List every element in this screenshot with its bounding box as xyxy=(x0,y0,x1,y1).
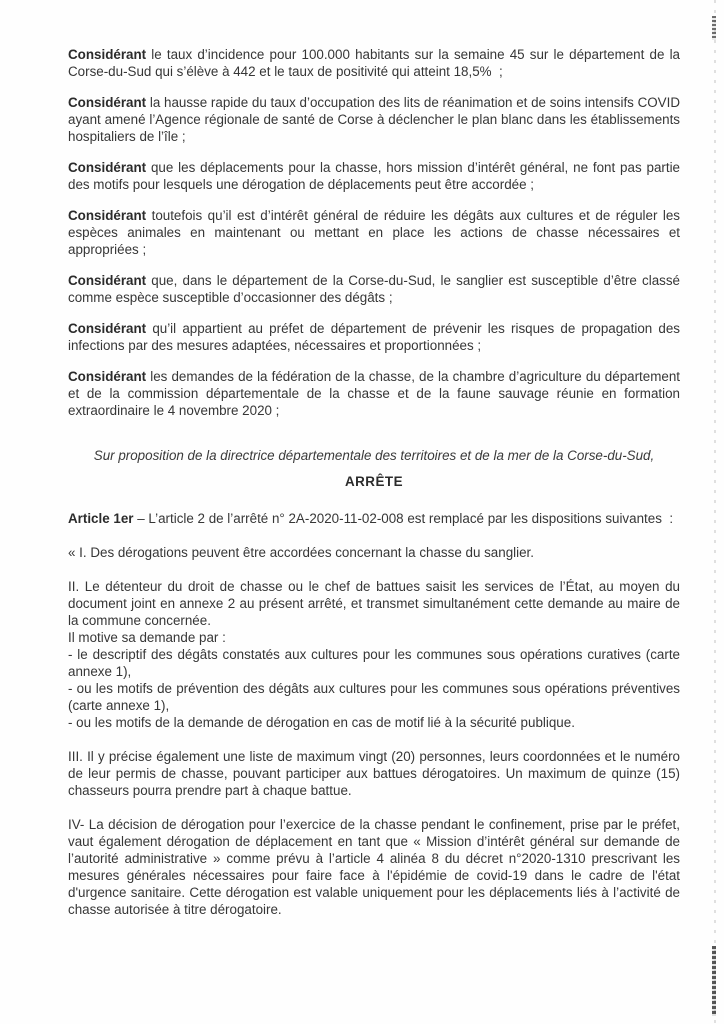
considerant-text: toutefois qu’il est d’intérêt général de réduire les dégâts aux cultures et de réguler les espèces animales en maintenant ou mettant en place les actions de chasse nécessaires et appropriées ; xyxy=(68,208,680,257)
considerant-lead: Considérant xyxy=(68,208,147,223)
considerant-lead: Considérant xyxy=(68,321,147,336)
clause-iii: III. Il y précise également une liste de maximum vingt (20) personnes, leurs coordonnées et le numéro de leur permis de chasse, pouvant participer aux battues dérogatoires. Un maximum de quinze (15) chasseurs pourra prendre part à chaque battue. xyxy=(68,749,680,798)
clause-ii-motive: Il motive sa demande par : xyxy=(68,630,226,645)
article-1-lead: Article 1er xyxy=(68,511,134,526)
considerant-lead: Considérant xyxy=(68,369,147,384)
clause-iv: IV- La décision de dérogation pour l’exercice de la chasse pendant le confinement, prise par le préfet, vaut également dérogation de déplacement en tant que « Mission d’intérêt général sur demande de l’autorité administrative » comme prévu à l’article 4 alinéa 8 du décret n°2020-1310 prescrivant les mesures générales nécessaires pour faire face à l'épidémie de covid-19 dans le cadre de l'état d'urgence sanitaire. Cette dérogation est valable uniquement pour les déplacements liés à l’activité de chasse autorisée à titre dérogatoire. xyxy=(68,817,680,917)
considerant-paragraph-7 xyxy=(68,368,680,419)
clause-ii-item-2: - ou les motifs de prévention des dégâts aux cultures pour les communes sous opérations préventives (carte annexe 1), xyxy=(68,681,680,713)
article-1-paragraph xyxy=(68,510,680,527)
considerant-lead: Considérant xyxy=(68,47,147,62)
considerant-paragraph-3 xyxy=(68,159,680,193)
article-1-text: – L’article 2 de l’arrêté n° 2A-2020-11-02-008 est remplacé par les dispositions suivantes : xyxy=(133,511,674,526)
considerant-text: que les déplacements pour la chasse, hors mission d’intérêt général, ne font pas partie des motifs pour lesquels une dérogation de déplacements peut être accordée ; xyxy=(68,160,680,192)
arrete-heading: ARRÊTE xyxy=(344,474,404,489)
considerant-lead: Considérant xyxy=(68,273,147,288)
considerant-lead: Considérant xyxy=(68,160,147,175)
clause-ii xyxy=(68,578,680,731)
considerant-text: les demandes de la fédération de la chasse, de la chambre d’agriculture du département et de la commission départementale de la chasse et de la faune sauvage réunie en formation extraordinaire le 4 novembre 2020 ; xyxy=(68,369,680,418)
scanner-artifact-bottom xyxy=(712,946,716,1016)
scanner-artifact-strip xyxy=(714,0,716,1024)
considerant-lead: Considérant xyxy=(68,95,147,110)
considerant-paragraph-6 xyxy=(68,320,680,354)
considerant-paragraph-5 xyxy=(68,272,680,306)
considerant-text: la hausse rapide du taux d’occupation des lits de réanimation et de soins intensifs COVID ayant amené l’Agence régionale de santé de Corse à déclencher le plan blanc dans les établissements hospitaliers de l’île ; xyxy=(68,95,680,144)
considerant-text: qu’il appartient au préfet de département de prévenir les risques de propagation des infections par des mesures adaptées, nécessaires et proportionnées ; xyxy=(68,321,680,353)
scanner-artifact-top xyxy=(712,16,716,40)
clause-i: « I. Des dérogations peuvent être accordées concernant la chasse du sanglier. xyxy=(68,545,534,560)
clause-ii-item-3: - ou les motifs de la demande de dérogation en cas de motif lié à la sécurité publique. xyxy=(68,715,575,730)
proposition-line: Sur proposition de la directrice départementale des territoires et de la mer de la Corse-du-Sud, xyxy=(93,448,655,463)
considerant-paragraph-1 xyxy=(68,46,680,80)
clause-ii-main: II. Le détenteur du droit de chasse ou le chef de battues saisit les services de l’État, au moyen du document joint en annexe 2 au présent arrêté, et transmet simultanément cette demande au maire de la commune concernée. xyxy=(68,579,680,628)
considerant-text: que, dans le département de la Corse-du-Sud, le sanglier est susceptible d’être classé comme espèce susceptible d’occasionner des dégâts ; xyxy=(68,273,680,305)
clause-ii-item-1: - le descriptif des dégâts constatés aux cultures pour les communes sous opérations curatives (carte annexe 1), xyxy=(68,647,680,679)
considerant-paragraph-4 xyxy=(68,207,680,258)
considerant-paragraph-2 xyxy=(68,94,680,145)
document-body xyxy=(68,46,680,918)
considerant-text: le taux d’incidence pour 100.000 habitants sur la semaine 45 sur le département de la Corse-du-Sud qui s’élève à 442 et le taux de positivité qui atteint 18,5% ; xyxy=(68,47,680,79)
